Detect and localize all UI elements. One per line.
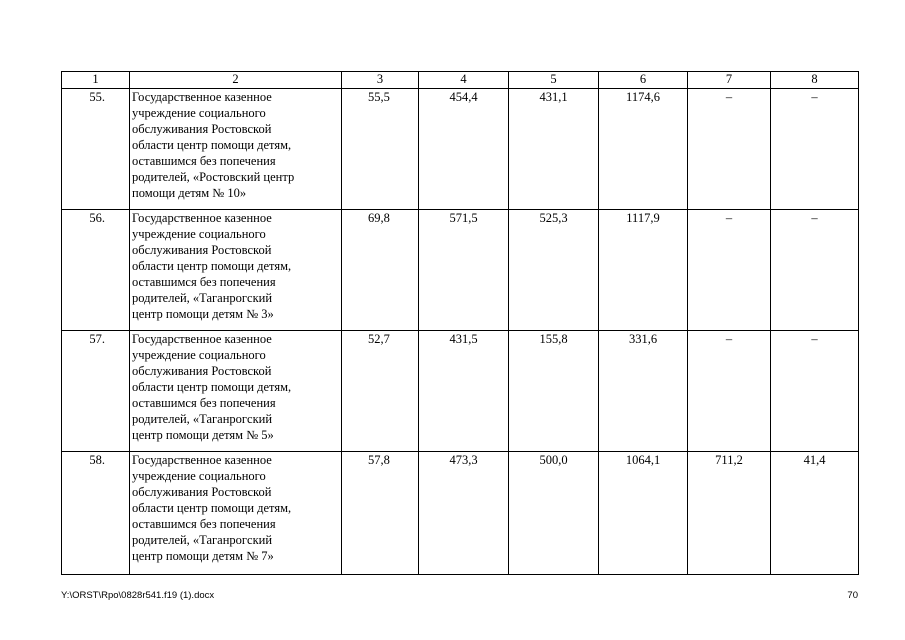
value-cell-col-8: – [771,331,859,452]
institution-name-cell [130,452,342,575]
institution-name-line: области центр помощи детям, [132,380,292,394]
header-cell: 7 [688,72,771,89]
institution-name-line: помощи детям № 10» [132,186,247,200]
header-cell: 2 [130,72,342,89]
institution-name-line: учреждение социального [132,348,266,362]
institution-name-line: оставшимся без попечения [132,517,276,531]
institution-name-line: учреждение социального [132,106,266,120]
institution-name-line: учреждение социального [132,469,266,483]
value-cell-col-3: 55,5 [342,89,419,210]
table-row [62,89,859,210]
institution-name-line: центр помощи детям № 7» [132,549,274,563]
value-cell-col-6: 1064,1 [599,452,688,575]
header-cell: 8 [771,72,859,89]
institution-name-line: обслуживания Ростовской [132,364,272,378]
institution-name-line: родителей, «Таганрогский [132,291,273,305]
data-table [61,71,859,575]
value-cell-col-4: 431,5 [419,331,509,452]
row-number-cell: 55. [62,89,130,210]
footer-page-number: 70 [847,590,858,601]
value-cell-col-5: 500,0 [509,452,599,575]
value-cell-col-6: 1117,9 [599,210,688,331]
value-cell-col-7: – [688,210,771,331]
value-cell-col-5: 155,8 [509,331,599,452]
institution-name-line: оставшимся без попечения [132,396,276,410]
header-cell: 5 [509,72,599,89]
institution-name-line: Государственное казенное [132,453,272,467]
value-cell-col-3: 57,8 [342,452,419,575]
institution-name-line: центр помощи детям № 3» [132,307,274,321]
institution-name-line: обслуживания Ростовской [132,243,272,257]
header-cell: 3 [342,72,419,89]
value-cell-col-3: 69,8 [342,210,419,331]
value-cell-col-4: 454,4 [419,89,509,210]
value-cell-col-7: – [688,331,771,452]
value-cell-col-5: 431,1 [509,89,599,210]
institution-name-line: Государственное казенное [132,332,272,346]
institution-name-line: оставшимся без попечения [132,154,276,168]
table-row [62,210,859,331]
value-cell-col-4: 473,3 [419,452,509,575]
institution-name-line: учреждение социального [132,227,266,241]
header-cell: 4 [419,72,509,89]
institution-name-line: области центр помощи детям, [132,501,292,515]
institution-name-cell [130,89,342,210]
row-number-cell: 58. [62,452,130,575]
table-row [62,452,859,575]
value-cell-col-8: – [771,210,859,331]
header-cell: 1 [62,72,130,89]
table-row [62,331,859,452]
institution-name-line: оставшимся без попечения [132,275,276,289]
row-number-cell: 57. [62,331,130,452]
institution-name-line: Государственное казенное [132,90,272,104]
institution-name-cell [130,210,342,331]
institution-name-line: обслуживания Ростовской [132,485,272,499]
institution-name-line: области центр помощи детям, [132,138,292,152]
footer-file-path: Y:\ORST\Rpo\0828r541.f19 (1).docx [61,590,215,601]
institution-name-line: родителей, «Таганрогский [132,412,273,426]
value-cell-col-5: 525,3 [509,210,599,331]
value-cell-col-6: 331,6 [599,331,688,452]
institution-name-line: обслуживания Ростовской [132,122,272,136]
value-cell-col-4: 571,5 [419,210,509,331]
institution-name-line: области центр помощи детям, [132,259,292,273]
header-cell: 6 [599,72,688,89]
institution-name-cell [130,331,342,452]
value-cell-col-7: – [688,89,771,210]
value-cell-col-8: – [771,89,859,210]
institution-name-line: центр помощи детям № 5» [132,428,274,442]
value-cell-col-7: 711,2 [688,452,771,575]
value-cell-col-6: 1174,6 [599,89,688,210]
value-cell-col-8: 41,4 [771,452,859,575]
institution-name-line: Государственное казенное [132,211,272,225]
institution-name-line: родителей, «Таганрогский [132,533,273,547]
table-header-row [62,72,859,89]
institution-name-line: родителей, «Ростовский центр [132,170,295,184]
row-number-cell: 56. [62,210,130,331]
table-body [62,72,859,575]
value-cell-col-3: 52,7 [342,331,419,452]
